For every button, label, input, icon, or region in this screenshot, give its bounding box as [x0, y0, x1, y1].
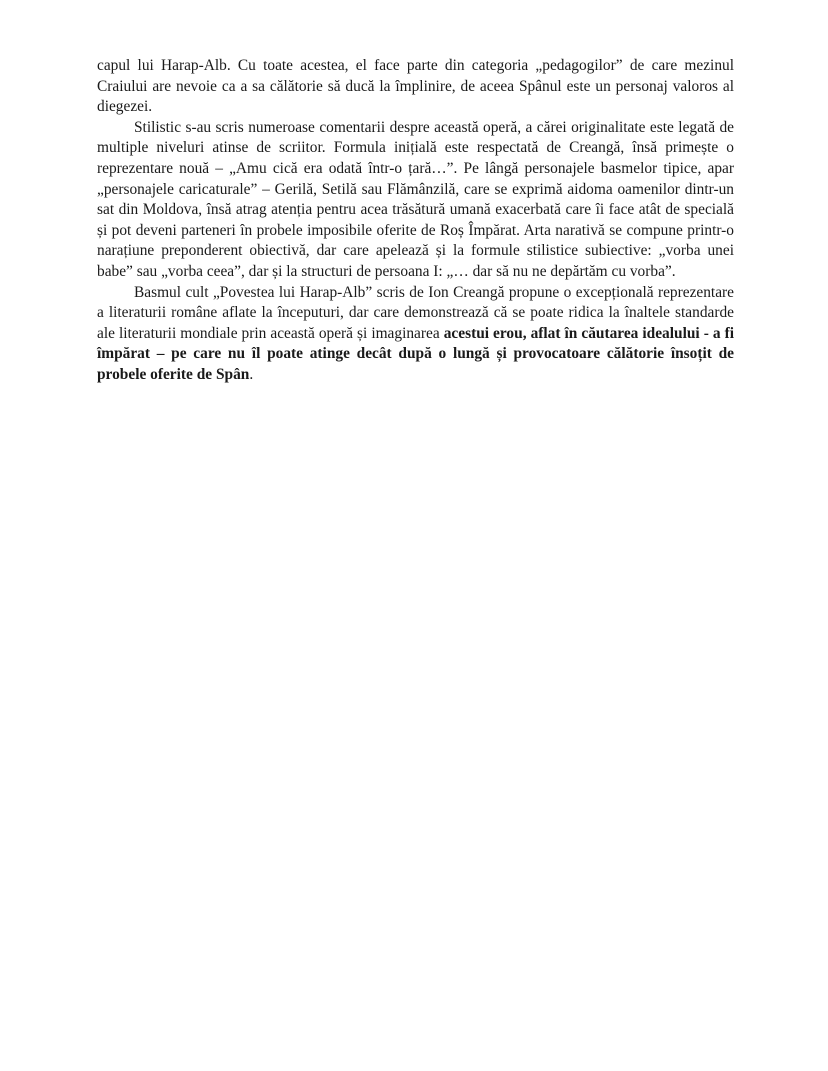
conclusion-bold-text: acestui erou, aflat în căutarea idealului - a fi împărat – pe care nu îl poate atinge decât după o lungă și provocatoare călătorie însoțit de probele oferite de Spân — [97, 324, 734, 383]
paragraph-spanul-conclusion: capul lui Harap-Alb. Cu toate acestea, el face parte din categoria „pedagogilor” de care mezinul Craiului are nevoie ca a sa călătorie să ducă la împlinire, de aceea Spânul este un personaj valoros al diegezei. — [97, 57, 734, 116]
conclusion-period: . — [249, 365, 254, 383]
paragraph-final-conclusion — [97, 283, 734, 386]
paragraph-stylistic-analysis: Stilistic s-au scris numeroase comentarii despre această operă, a cărei originalitate este legată de multiple niveluri atinse de scriitor. Formula inițială este respectată de Creangă, însă primește o reprezentare nouă – „Amu cică era odată într-o țară…”. Pe lângă personajele basmelor tipice, apar „personajele caricaturale” – Gerilă, Setilă sau Flămânzilă, care se exprimă aidoma oamenilor dintr-un sat din Moldova, însă atrag atenția pentru acea trăsătură umană exacerbată care îi face atât de specială și pot deveni parteneri în probele imposibile oferite de Roș Împărat. Arta narativă se compune printr-o narațiune preponderent obiectivă, dar care apelează și la formule stilistice subiective: „vorba unei babe” sau „vorba ceea”, dar și la structuri de persoana I: „… dar să nu ne depărtăm cu vorba”. — [97, 118, 734, 280]
conclusion-text: Basmul cult „Povestea lui Harap-Alb” scris de Ion Creangă propune o excepțională reprezentare a literaturii române aflate la începuturi, dar care demonstrează că se poate ridica la înaltele standarde ale literaturii mondiale prin această operă și imaginarea — [97, 283, 734, 342]
document-page — [97, 56, 734, 386]
